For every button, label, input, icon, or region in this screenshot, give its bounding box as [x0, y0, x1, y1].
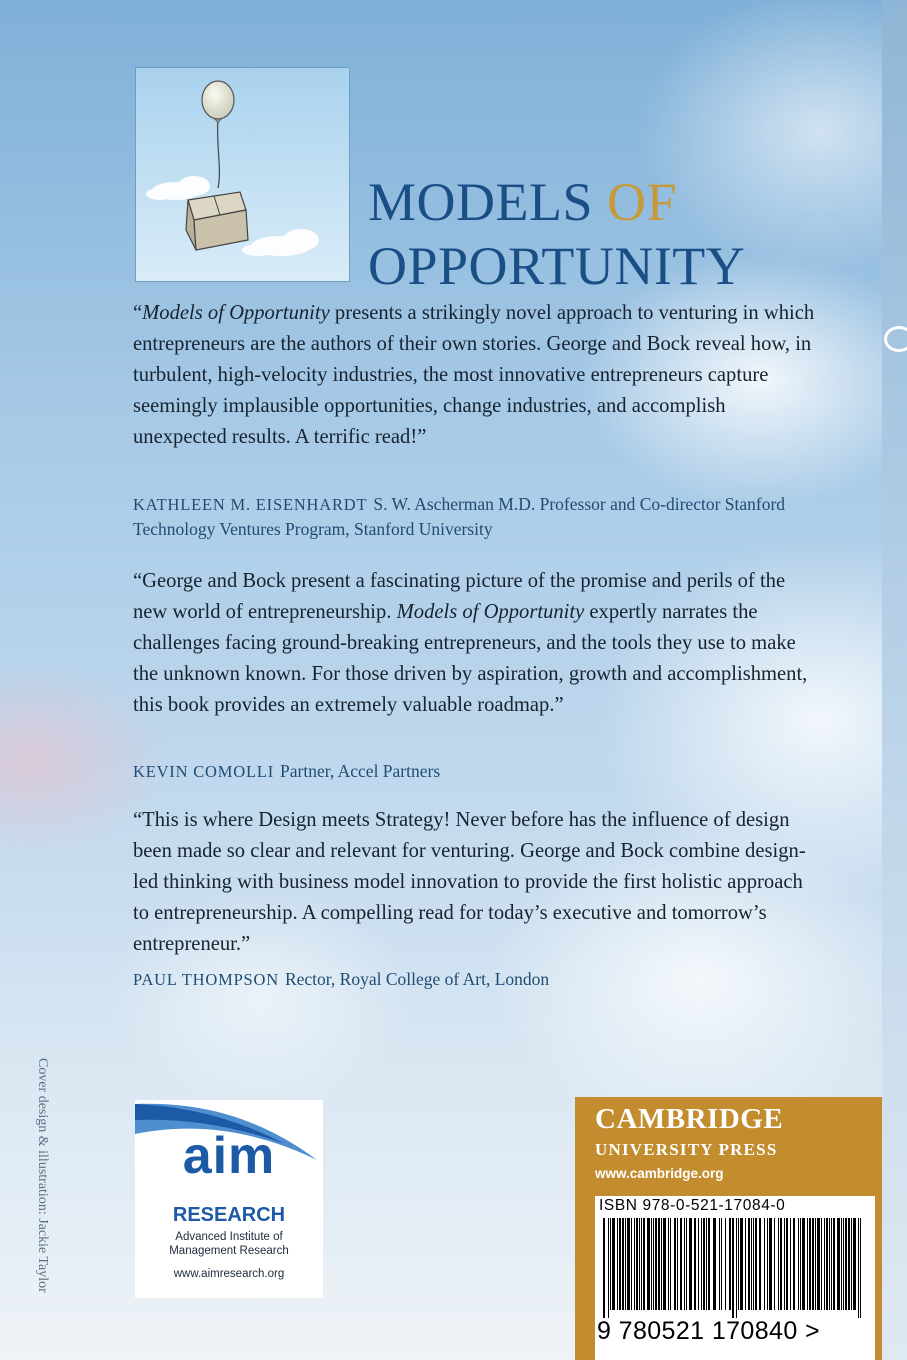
publisher-url: www.cambridge.org	[595, 1166, 724, 1181]
book-title-italic: Models of Opportunity	[396, 601, 585, 623]
isbn-label: ISBN 978-0-521-17084-0	[599, 1197, 786, 1214]
endorser-name: KATHLEEN M. EISENHARDT	[133, 495, 368, 514]
cover-illustration	[135, 67, 350, 282]
aim-full-name: Advanced Institute of Management Research	[169, 1231, 289, 1257]
endorsement-quote-1: “Models of Opportunity presents a strikingly novel approach to venturing in which entrepreneurs are the authors of their own stories. George and Bock reveal how, in turbulent, high-velocity industries, the most innovative entrepreneurs capture seemingly implausible opportunities, change industries, and accomplish unexpected results. A terrific read!”	[133, 302, 815, 448]
cover-design-credit: Cover design & illustration: Jackie Taylor	[35, 1058, 50, 1293]
endorsement-attribution-1	[133, 492, 823, 542]
spine-ring-decoration	[884, 326, 907, 352]
endorser-affiliation: Partner, Accel Partners	[280, 761, 441, 781]
endorsement-quote-3: “This is where Design meets Strategy! Never before has the influence of design been made so clear and relevant for venturing. George and Bock combine design-led thinking with business model innovation to provide the first holistic approach to entrepreneurship. A compelling read for today’s executive and tomorrow’s entrepreneur.”	[133, 809, 806, 955]
aim-research-logo	[135, 1100, 323, 1298]
balloon-box-illustration	[136, 68, 349, 281]
aim-wordmark: aim	[182, 1127, 276, 1185]
title-of: OF	[607, 172, 678, 232]
publisher-block	[575, 1097, 882, 1360]
endorser-name: KEVIN COMOLLI	[133, 762, 275, 781]
book-title	[368, 170, 745, 298]
aim-url: www.aimresearch.org	[173, 1268, 285, 1280]
isbn-digits: 9 780521 170840 >	[597, 1317, 820, 1345]
title-models: MODELS	[368, 172, 594, 232]
endorser-affiliation: Rector, Royal College of Art, London	[284, 969, 550, 989]
barcode-icon	[601, 1218, 869, 1320]
aim-research-word: RESEARCH	[172, 1204, 286, 1226]
spine-edge	[882, 0, 907, 1360]
endorsement-attribution-2	[133, 759, 823, 784]
endorsement-quote-2: “George and Bock present a fascinating picture of the promise and perils of the new world of entrepreneurship. Models of Opportunity expertly narrates the challenges facing ground-breaking entrepreneurs, and the tools they use to make the unknown known. For those driven by aspiration, growth and accomplishment, this book provides an extremely valuable roadmap.”	[133, 570, 808, 716]
barcode-panel	[595, 1196, 875, 1360]
endorser-name: PAUL THOMPSON	[133, 970, 279, 989]
publisher-name: CAMBRIDGE	[595, 1103, 784, 1135]
endorsement-attribution-3	[133, 967, 823, 992]
book-title-italic: Models of Opportunity	[142, 302, 330, 324]
publisher-subtitle: UNIVERSITY PRESS	[595, 1140, 778, 1159]
title-opportunity: OPPORTUNITY	[368, 236, 746, 296]
endorser-affiliation: S. W. Ascherman M.D. Professor and Co-director Stanford Technology Ventures Program, Stanford University	[133, 494, 786, 539]
